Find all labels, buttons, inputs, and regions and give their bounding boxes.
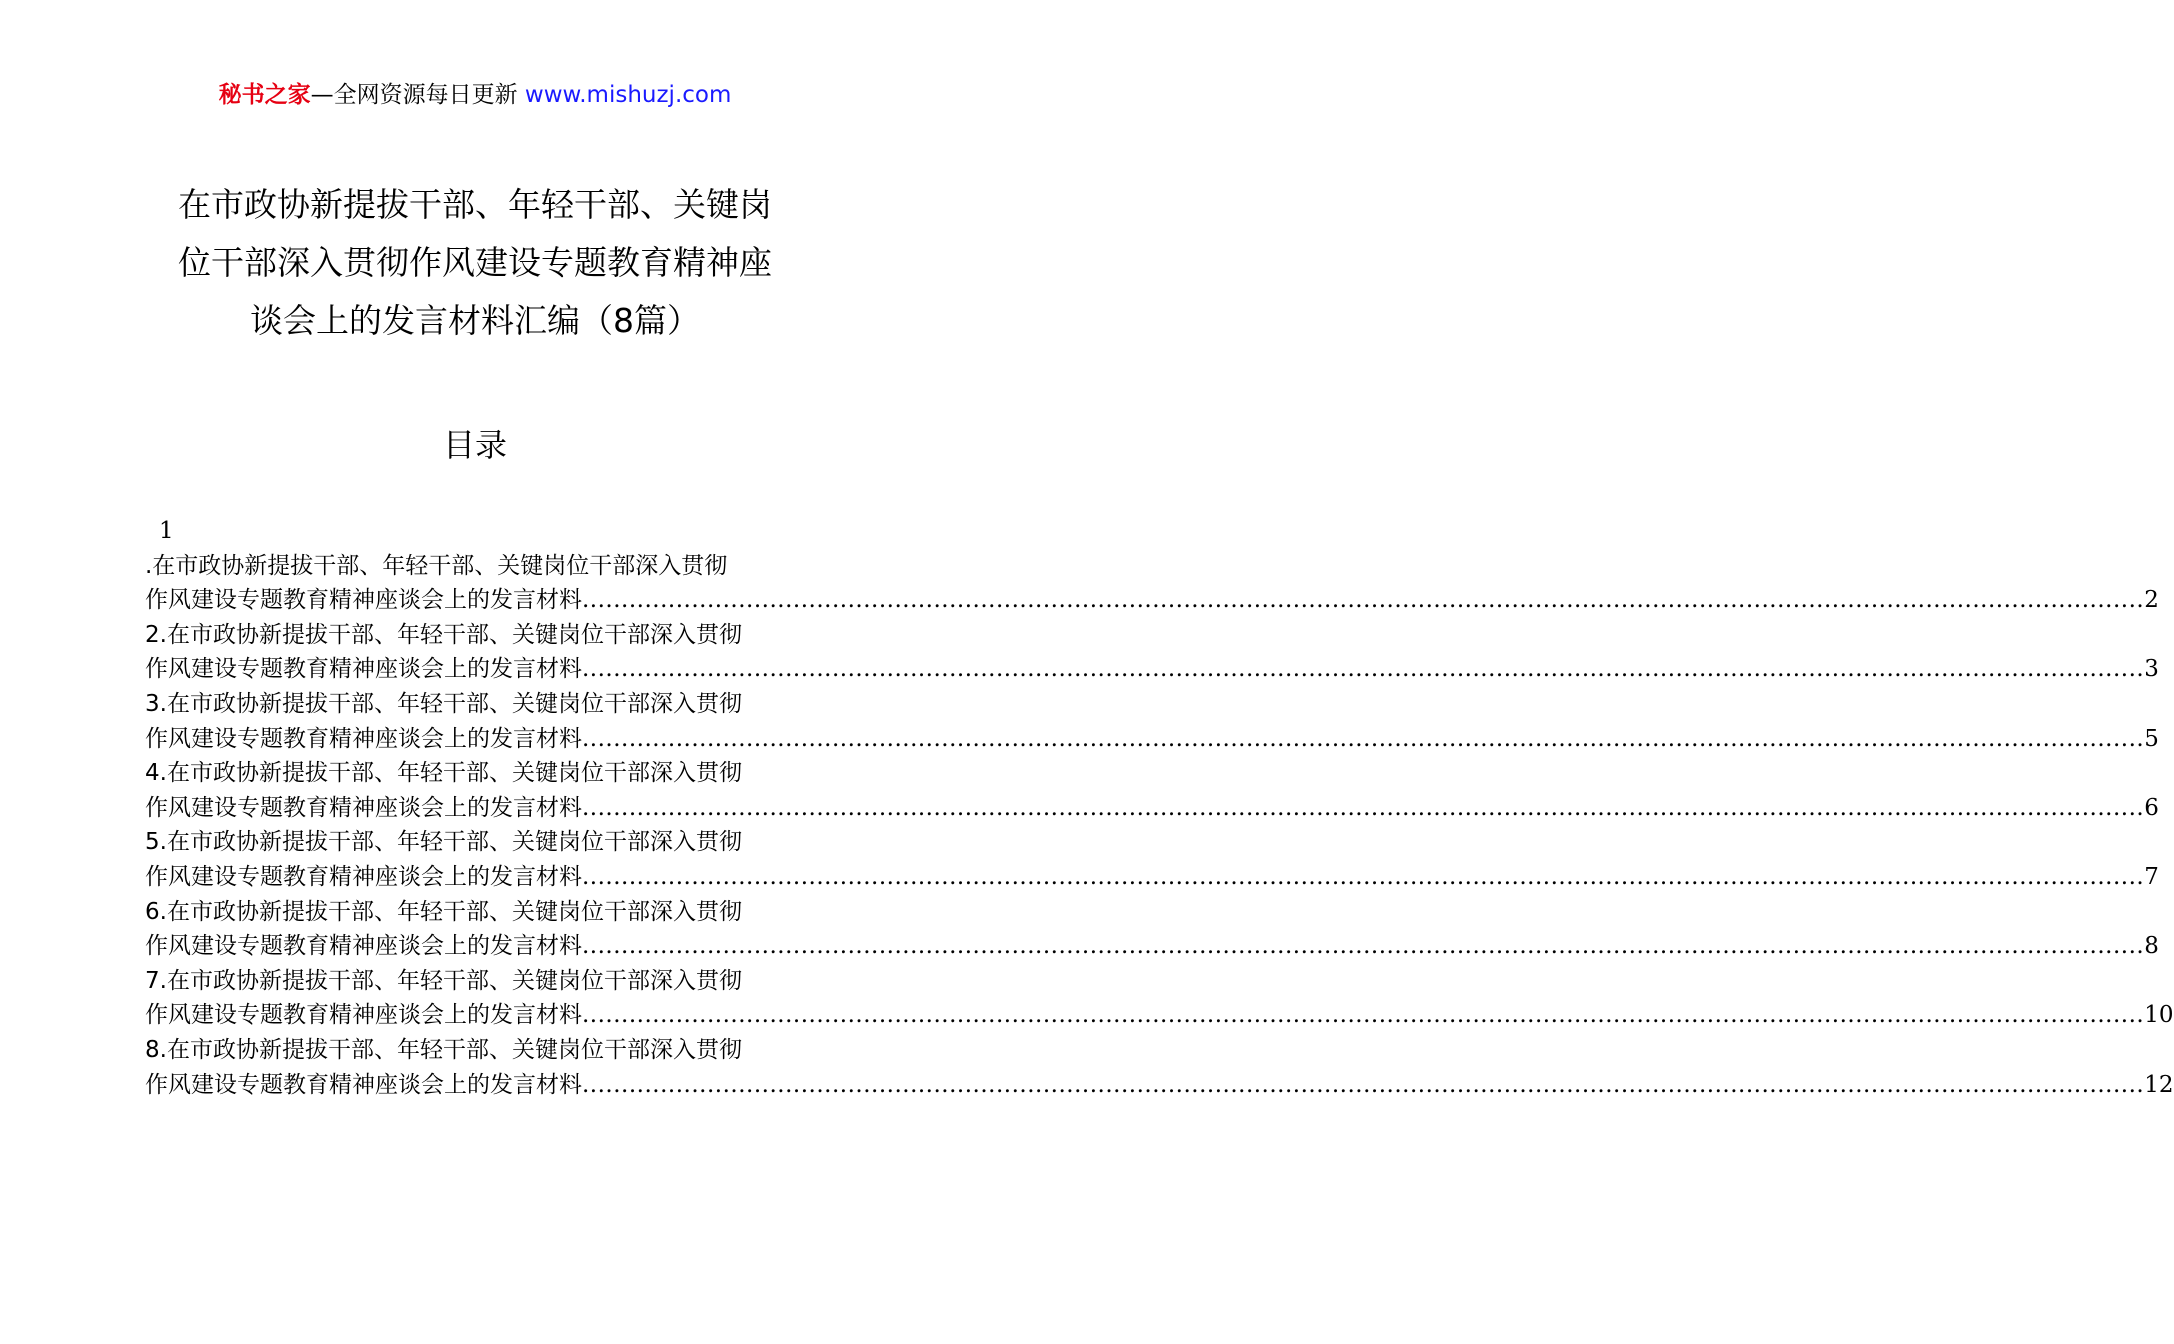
toc-page-number: 5 bbox=[2144, 725, 2159, 752]
toc-entry[interactable] bbox=[145, 549, 2159, 618]
toc-page-number: 3 bbox=[2144, 656, 2159, 683]
brand-name: 秘书之家 bbox=[218, 82, 311, 108]
toc-entry-text: 4.在市政协新提拔干部、年轻干部、关键岗位干部深入贯彻 bbox=[145, 760, 742, 787]
toc-entry-text: 3.在市政协新提拔干部、年轻干部、关键岗位干部深入贯彻 bbox=[145, 690, 742, 717]
toc-entry-title-line-1 bbox=[145, 618, 805, 653]
toc-entry-text: 6.在市政协新提拔干部、年轻干部、关键岗位干部深入贯彻 bbox=[145, 898, 742, 925]
toc-page-number: 6 bbox=[2144, 794, 2159, 821]
toc-leader-dots: ........................................................................................................................................................................................................ bbox=[582, 656, 2145, 683]
toc-leader-dots: ........................................................................................................................................................................................................ bbox=[582, 587, 2145, 614]
title-line-3: 谈会上的发言材料汇编（8篇） bbox=[250, 301, 700, 340]
toc-leader-dots: ........................................................................................................................................................................................................ bbox=[582, 725, 2145, 752]
toc-entry-title-line-2 bbox=[145, 722, 2159, 757]
toc-entry-title-line-1 bbox=[145, 1033, 805, 1068]
toc-entry-title-line-2 bbox=[145, 860, 2159, 895]
toc-entry[interactable] bbox=[145, 964, 2174, 1033]
toc-page-number: 10 bbox=[2144, 1002, 2174, 1029]
toc-entry-text: 作风建设专题教育精神座谈会上的发言材料 bbox=[145, 587, 582, 614]
document-title bbox=[120, 176, 830, 350]
toc-page-number: 7 bbox=[2144, 863, 2159, 890]
toc-entry-text: 5.在市政协新提拔干部、年轻干部、关键岗位干部深入贯彻 bbox=[145, 829, 742, 856]
toc-page-number: 8 bbox=[2144, 933, 2159, 960]
toc-entry-title-line-1 bbox=[145, 895, 805, 930]
toc-entry[interactable] bbox=[145, 895, 2159, 964]
toc-entry-title-line-1 bbox=[145, 825, 805, 860]
toc-entry[interactable] bbox=[145, 618, 2159, 687]
toc-page-number: 12 bbox=[2144, 1071, 2174, 1098]
title-line-1: 在市政协新提拔干部、年轻干部、关键岗 bbox=[178, 185, 772, 224]
toc-entry-text: 作风建设专题教育精神座谈会上的发言材料 bbox=[145, 1002, 582, 1029]
toc-entry-text: 作风建设专题教育精神座谈会上的发言材料 bbox=[145, 863, 582, 890]
site-url[interactable]: www.mishuzj.com bbox=[524, 82, 732, 108]
toc-entry-title-line-1 bbox=[145, 549, 805, 584]
toc-page-number: 2 bbox=[2144, 587, 2159, 614]
toc-entry-text: .在市政协新提拔干部、年轻干部、关键岗位干部深入贯彻 bbox=[145, 552, 728, 579]
toc-leader-dots: ........................................................................................................................................................................................................ bbox=[582, 933, 2145, 960]
toc-entries bbox=[145, 549, 2174, 1103]
toc-heading: 目录 bbox=[442, 426, 507, 464]
toc-first-number: 1 bbox=[159, 518, 174, 544]
toc-entry-text: 2.在市政协新提拔干部、年轻干部、关键岗位干部深入贯彻 bbox=[145, 621, 742, 648]
toc-entry-text: 作风建设专题教育精神座谈会上的发言材料 bbox=[145, 794, 582, 821]
toc-entry-text: 作风建设专题教育精神座谈会上的发言材料 bbox=[145, 725, 582, 752]
toc-entry-title-line-1 bbox=[145, 964, 805, 999]
toc-entry-title-line-2 bbox=[145, 998, 2174, 1033]
toc-entry-title-line-2 bbox=[145, 791, 2159, 826]
toc-entry-text: 作风建设专题教育精神座谈会上的发言材料 bbox=[145, 656, 582, 683]
toc-entry[interactable] bbox=[145, 756, 2159, 825]
header-tagline: —全网资源每日更新 bbox=[310, 82, 525, 108]
toc-entry-text: 作风建设专题教育精神座谈会上的发言材料 bbox=[145, 1071, 582, 1098]
toc-entry-title-line-2 bbox=[145, 583, 2159, 618]
toc-leader-dots: ........................................................................................................................................................................................................ bbox=[582, 794, 2145, 821]
table-of-contents bbox=[145, 514, 2174, 1102]
toc-leader-dots: ........................................................................................................................................................................................................ bbox=[582, 1071, 2145, 1098]
toc-entry-text: 8.在市政协新提拔干部、年轻干部、关键岗位干部深入贯彻 bbox=[145, 1036, 742, 1063]
toc-entry-title-line-2 bbox=[145, 929, 2159, 964]
toc-entry-title-line-2 bbox=[145, 652, 2159, 687]
title-line-2: 位干部深入贯彻作风建设专题教育精神座 bbox=[178, 243, 772, 282]
toc-entry[interactable] bbox=[145, 1033, 2174, 1102]
toc-entry-title-line-1 bbox=[145, 756, 805, 791]
toc-leader-dots: ........................................................................................................................................................................................................ bbox=[582, 1002, 2145, 1029]
toc-leader-dots: ........................................................................................................................................................................................................ bbox=[582, 863, 2145, 890]
toc-entry[interactable] bbox=[145, 825, 2159, 894]
toc-entry-text: 作风建设专题教育精神座谈会上的发言材料 bbox=[145, 933, 582, 960]
site-header bbox=[0, 78, 950, 112]
toc-entry-text: 7.在市政协新提拔干部、年轻干部、关键岗位干部深入贯彻 bbox=[145, 967, 742, 994]
toc-entry[interactable] bbox=[145, 687, 2159, 756]
toc-entry-title-line-2 bbox=[145, 1068, 2174, 1103]
toc-entry-title-line-1 bbox=[145, 687, 805, 722]
